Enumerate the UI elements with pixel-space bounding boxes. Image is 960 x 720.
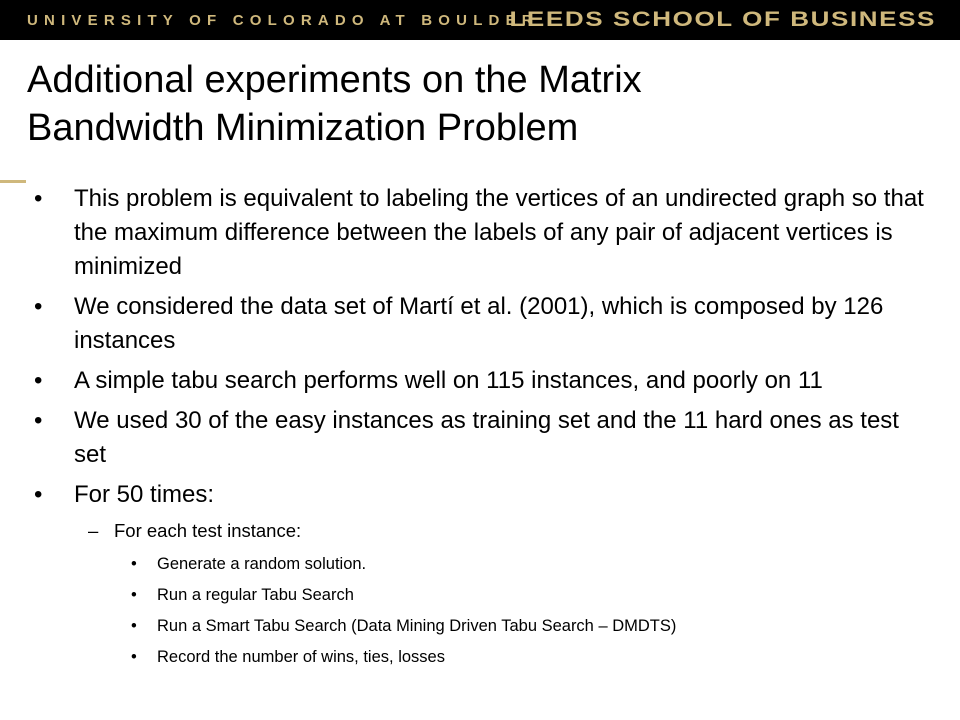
slide-title	[27, 56, 927, 152]
bullet-text: We used 30 of the easy instances as training set and the 11 hard ones as test set	[74, 407, 899, 468]
school-name: LEEDS SCHOOL OF BUSINESS	[509, 6, 936, 31]
bullet-marker: •	[131, 617, 137, 635]
bullet-item	[30, 404, 930, 472]
header-bar	[0, 0, 960, 42]
bullet-marker: •	[34, 407, 43, 434]
sub-sub-bullet-text: Run a Smart Tabu Search (Data Mining Driven Tabu Search – DMDTS)	[157, 617, 677, 635]
bullet-text: For 50 times:	[74, 481, 215, 508]
bullet-text: A simple tabu search performs well on 115 instances, and poorly on 11	[74, 367, 823, 394]
sub-sub-bullet-item	[30, 584, 930, 606]
sub-bullet-text: For each test instance:	[114, 520, 302, 541]
sub-bullet-item	[30, 518, 930, 544]
header-divider	[0, 40, 960, 42]
bullet-marker: •	[34, 185, 43, 212]
bullet-item	[30, 290, 930, 358]
sub-sub-bullet-item	[30, 553, 930, 575]
bullet-marker: •	[34, 293, 43, 320]
bullet-marker: •	[131, 648, 137, 666]
bullet-item	[30, 364, 930, 398]
gold-accent-line	[0, 180, 26, 183]
sub-sub-bullet-item	[30, 615, 930, 637]
sub-sub-bullet-item	[30, 646, 930, 668]
bullet-item	[30, 182, 930, 284]
bullet-marker: •	[34, 481, 43, 508]
sub-sub-bullet-text: Run a regular Tabu Search	[157, 586, 354, 604]
sub-sub-bullet-text: Record the number of wins, ties, losses	[157, 648, 445, 666]
slide-title-line-1: Additional experiments on the Matrix	[27, 59, 642, 101]
bullet-marker: •	[131, 586, 137, 604]
sub-sub-bullet-text: Generate a random solution.	[157, 555, 367, 573]
bullet-item	[30, 478, 930, 512]
dash-marker: –	[88, 520, 99, 541]
slide-title-line-2: Bandwidth Minimization Problem	[27, 107, 579, 149]
bullet-marker: •	[34, 367, 43, 394]
bullet-list	[30, 182, 930, 668]
bullet-text: This problem is equivalent to labeling the vertices of an undirected graph so that the maximum difference between the labels of any pair of adjacent vertices is minimized	[74, 185, 924, 280]
bullet-marker: •	[131, 555, 137, 573]
university-name: UNIVERSITY OF COLORADO AT BOULDER	[27, 12, 539, 29]
bullet-text: We considered the data set of Martí et al. (2001), which is composed by 126 instances	[74, 293, 884, 354]
